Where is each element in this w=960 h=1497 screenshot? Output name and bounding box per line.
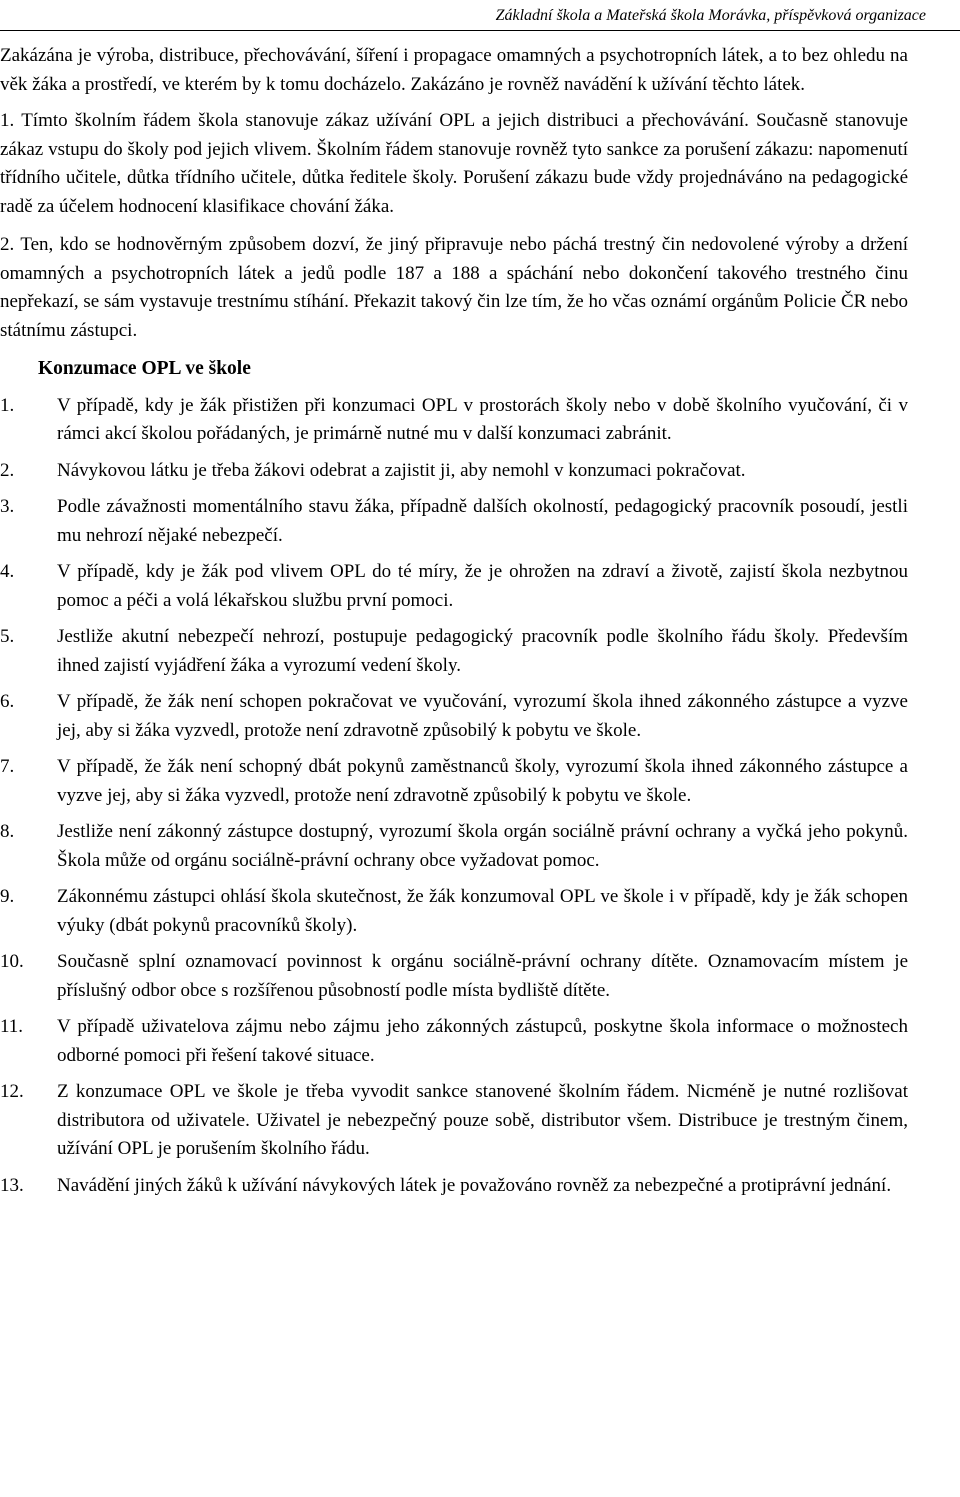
header-divider: [0, 30, 960, 31]
document-body: [0, 42, 908, 1208]
prohibition-item-text: Tímto školním řádem škola stanovuje zákaz užívání OPL a jejich distribuci a přechovávání. Současně stanovuje zákaz vstupu do školy pod jejich vlivem. Školním řádem stanovuje rovněž tyto sankce za porušení zákazu: napomenutí třídního učitele, důtka třídního učitele, důtka ředitele školy. Porušení zákazu bude vždy projednáváno na pedagogické radě za účelem hodnocení klasifikace chování žáka.: [0, 110, 908, 217]
list-item-number: 2.: [0, 459, 15, 481]
list-item-number: 10.: [0, 951, 24, 972]
prohibition-item-1: [0, 107, 908, 221]
list-item-text: Navádění jiných žáků k užívání návykových látek je považováno rovněž za nebezpečné a protiprávní jednání.: [57, 1174, 892, 1196]
list-item: [0, 558, 908, 615]
prohibition-item-text: Ten, kdo se hodnověrným způsobem dozví, že jiný připravuje nebo páchá trestný čin nedovolené výroby a držení omamných a psychotropních látek a jedů podle 187 a 188 a spáchání nebo dokončení takového trestného činu nepřekazí, se sám vystavuje trestnímu stíhání. Překazit takový čin lze tím, že ho včas oznámí orgánům Policie ČR nebo státnímu zástupci.: [0, 234, 908, 341]
list-item-number: 12.: [0, 1081, 24, 1102]
list-item-text: Zákonnému zástupci ohlásí škola skutečnost, že žák konzumoval OPL ve škole i v případě, kdy je žák schopen výuky (dbát pokynů pracovníků školy).: [57, 886, 908, 936]
list-item: [0, 1172, 908, 1201]
prohibition-item-number: 2.: [0, 234, 15, 255]
page-header: [0, 0, 960, 32]
prohibition-item-2: [0, 231, 908, 345]
list-item-number: 11.: [0, 1016, 24, 1037]
list-item-text: Současně splní oznamovací povinnost k orgánu sociálně-právní ochrany dítěte. Oznamovacím místem je příslušný odbor obce s rozšířenou působností podle místa bydliště dítěte.: [57, 951, 908, 1001]
list-item-text: V případě uživatelova zájmu nebo zájmu jeho zákonných zástupců, poskytne škola informace o možnostech odborné pomoci při řešení takové situace.: [57, 1016, 908, 1066]
list-item: [0, 457, 908, 486]
list-item-text: V případě, kdy je žák přistižen při konzumaci OPL v prostorách školy nebo v době školního vyučování, či v rámci akcí školou pořádaných, je primárně nutné mu v další konzumaci zabránit.: [57, 394, 908, 444]
intro-paragraph: Zakázána je výroba, distribuce, přechovávání, šíření i propagace omamných a psychotropních látek, a to bez ohledu na věk žáka a prostředí, ve kterém by k tomu docházelo. Zakázáno je rovněž navádění k užívání těchto látek.: [0, 45, 908, 95]
list-item-text: Podle závažnosti momentálního stavu žáka, případně dalších okolností, pedagogický pracovník posoudí, jestli mu nehrozí nějaké nebezpečí.: [57, 496, 908, 546]
list-item: [0, 818, 908, 875]
list-item-number: 4.: [0, 561, 15, 582]
list-item: [0, 1013, 908, 1070]
list-item-text: Jestliže není zákonný zástupce dostupný, vyrozumí škola orgán sociálně právní ochrany a vyčká jeho pokynů. Škola může od orgánu sociálně-právní ochrany obce vyžadovat pomoc.: [57, 821, 908, 871]
list-item-number: 7.: [0, 756, 15, 777]
list-item-number: 8.: [0, 821, 15, 842]
list-item-text: V případě, že žák není schopný dbát pokynů zaměstnanců školy, vyrozumí škola ihned zákonného zástupce a vyzve jej, aby si žáka vyzvedl, protože není zdravotně způsobilý k pobytu ve škole.: [57, 756, 908, 806]
list-item-number: 1.: [0, 394, 15, 416]
list-item-text: Z konzumace OPL ve škole je třeba vyvodit sankce stanovené školním řádem. Nicméně je nutné rozlišovat distributora od uživatele. Uživatel je nebezpečný pouze sobě, distributor všem. Distribuce je trestným činem, užívání OPL je porušením školního řádu.: [57, 1081, 908, 1159]
list-item: [0, 948, 908, 1005]
list-item-number: 3.: [0, 496, 15, 517]
list-item: [0, 688, 908, 745]
list-item: [0, 753, 908, 810]
list-item-text: V případě, kdy je žák pod vlivem OPL do té míry, že je ohrožen na zdraví a životě, zajistí škola nezbytnou pomoc a péči a volá lékařskou službu první pomoci.: [57, 561, 908, 611]
list-item: [0, 493, 908, 550]
prohibition-item-number: 1.: [0, 110, 15, 131]
list-item: [0, 1078, 908, 1164]
list-item-text: Jestliže akutní nebezpečí nehrozí, postupuje pedagogický pracovník podle školního řádu školy. Především ihned zajistí vyjádření žáka a vyrozumí vedení školy.: [57, 626, 908, 676]
list-item-number: 5.: [0, 626, 15, 647]
list-item-text: Návykovou látku je třeba žákovi odebrat a zajistit ji, aby nemohl v konzumaci pokračovat.: [57, 459, 746, 481]
list-item-number: 13.: [0, 1174, 24, 1196]
list-item-number: 6.: [0, 691, 15, 712]
consumption-list: [0, 392, 908, 1201]
header-school-name: Základní škola a Mateřská škola Morávka, příspěvková organizace: [495, 7, 926, 24]
list-item: [0, 883, 908, 940]
section-heading: Konzumace OPL ve škole: [38, 358, 251, 379]
list-item-number: 9.: [0, 886, 15, 907]
list-item-text: V případě, že žák není schopen pokračovat ve vyučování, vyrozumí škola ihned zákonného zástupce a vyzve jej, aby si žáka vyzvedl, protože není zdravotně způsobilý k pobytu ve škole.: [57, 691, 908, 741]
list-item: [0, 392, 908, 449]
list-item: [0, 623, 908, 680]
